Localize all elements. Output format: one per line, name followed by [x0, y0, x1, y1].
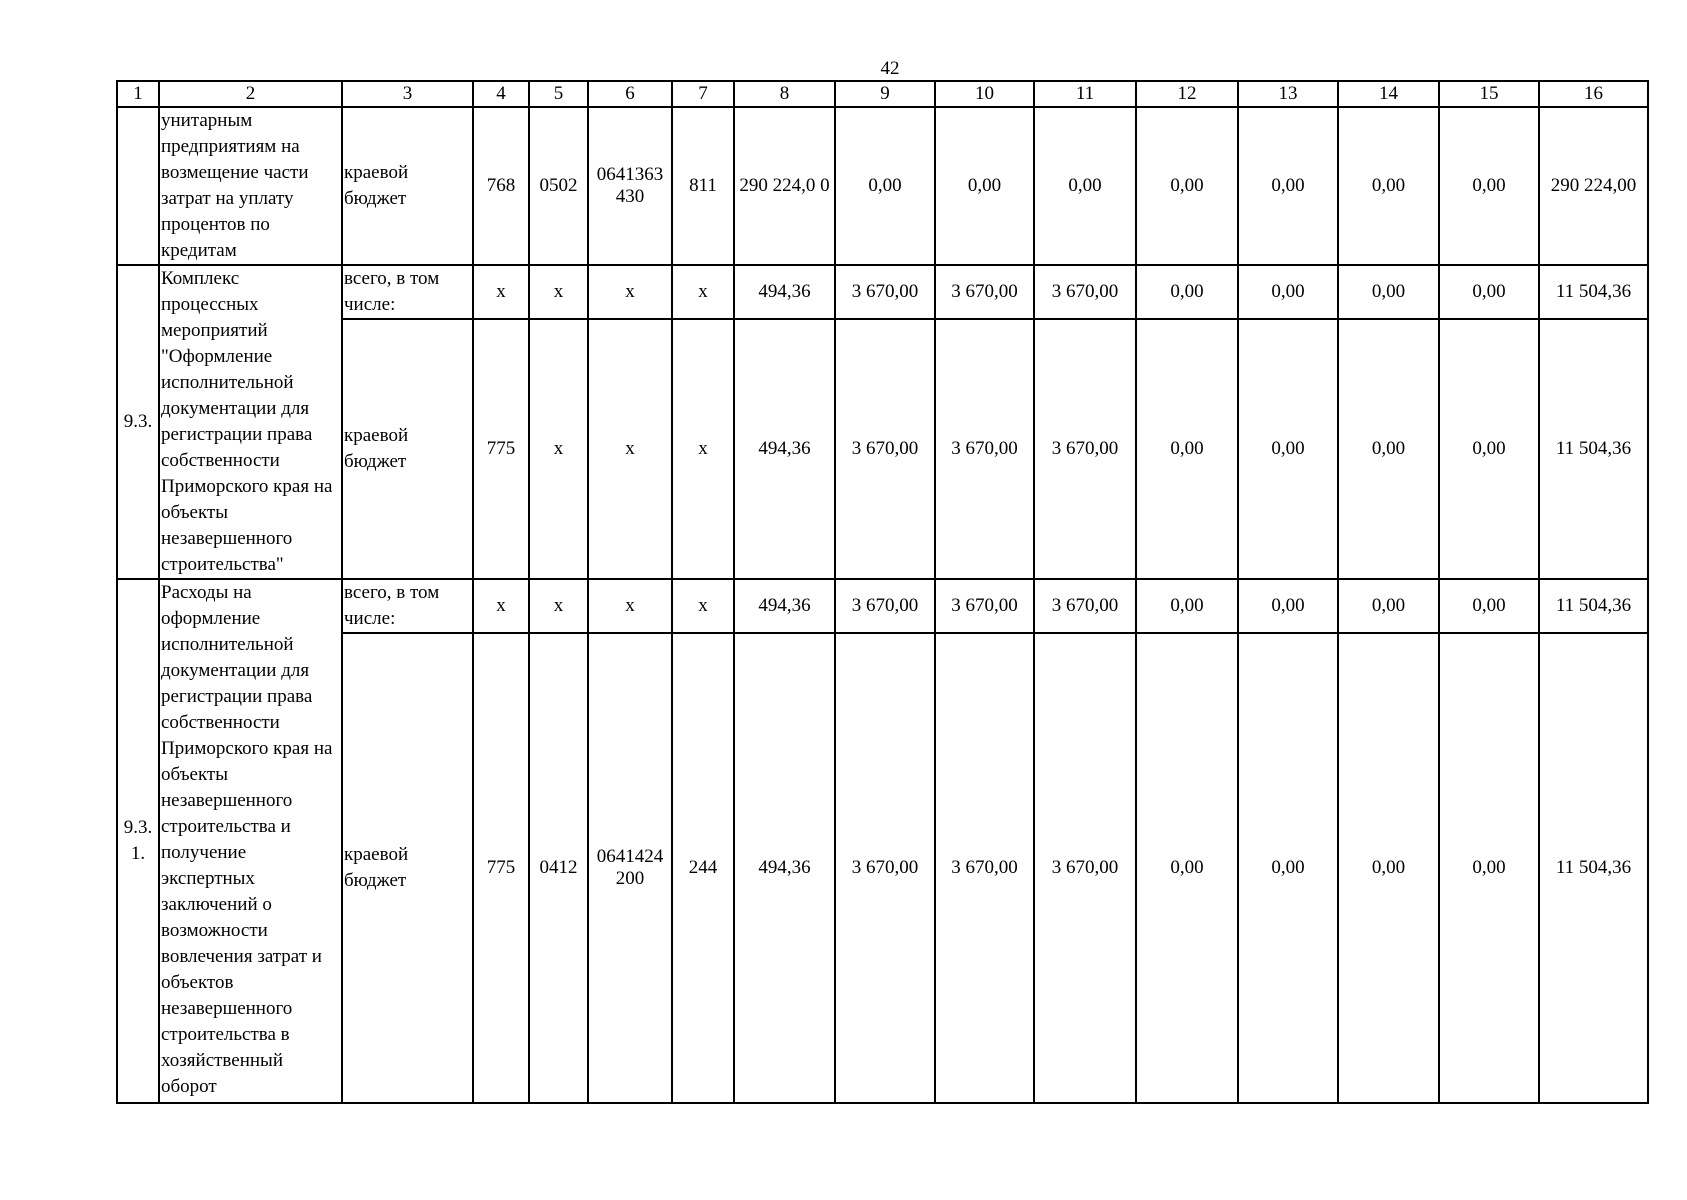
table-row: [117, 579, 1648, 633]
table-cell: 3 670,00: [1034, 579, 1136, 633]
header-cell: 13: [1238, 81, 1338, 107]
table-cell: 0412: [529, 633, 588, 1103]
table-cell: 0502: [529, 107, 588, 265]
table-cell: x: [672, 265, 734, 319]
header-cell: 5: [529, 81, 588, 107]
header-cell: 4: [473, 81, 529, 107]
header-cell: 10: [935, 81, 1034, 107]
table-cell: x: [672, 319, 734, 579]
table-cell: 775: [473, 319, 529, 579]
header-cell: 14: [1338, 81, 1439, 107]
table-cell: 0,00: [1439, 265, 1539, 319]
table-cell: 11 504,36: [1539, 633, 1648, 1103]
table-row: [117, 319, 1648, 579]
table-cell: x: [588, 579, 672, 633]
table-cell: 3 670,00: [935, 579, 1034, 633]
table-cell: 3 670,00: [1034, 319, 1136, 579]
table-cell: 0,00: [1136, 265, 1238, 319]
page-number: 42: [880, 58, 900, 79]
header-cell: 2: [159, 81, 342, 107]
table-cell: 0,00: [1238, 265, 1338, 319]
table-cell: x: [473, 579, 529, 633]
table-cell: 0,00: [1136, 633, 1238, 1103]
budget-table: [116, 80, 1649, 1104]
table-cell: 0,00: [1439, 579, 1539, 633]
table-cell: 0641363 430: [588, 107, 672, 265]
header-row: [117, 81, 1648, 107]
table-cell: 3 670,00: [835, 633, 935, 1103]
table-cell: 494,36: [734, 579, 835, 633]
table-cell: 0,00: [1238, 633, 1338, 1103]
table-cell: 0,00: [1136, 319, 1238, 579]
table-cell: x: [672, 579, 734, 633]
header-cell: 3: [342, 81, 473, 107]
table-cell: 0,00: [1338, 265, 1439, 319]
item-name-cell: Комплекс процессных мероприятий "Оформление исполнительной документации для регистрации права собственности Приморского края на объекты незавершенного строительства": [159, 265, 342, 579]
header-cell: 16: [1539, 81, 1648, 107]
header-cell: 9: [835, 81, 935, 107]
table-cell: 0,00: [835, 107, 935, 265]
table-cell: 494,36: [734, 319, 835, 579]
table-cell: 0,00: [1338, 633, 1439, 1103]
table-cell: 494,36: [734, 265, 835, 319]
table-cell: 0,00: [1439, 319, 1539, 579]
table-row: [117, 265, 1648, 319]
row-number-cell: 9.3. 1.: [117, 579, 159, 1103]
funding-source-cell: краевой бюджет: [342, 107, 473, 265]
table-cell: x: [529, 579, 588, 633]
table-cell: x: [588, 265, 672, 319]
funding-source-cell: краевой бюджет: [342, 633, 473, 1103]
header-cell: 1: [117, 81, 159, 107]
table-cell: 244: [672, 633, 734, 1103]
table-cell: 0,00: [1238, 579, 1338, 633]
row-number-cell: 9.3.: [117, 265, 159, 579]
row-number-cell: [117, 107, 159, 265]
table-cell: 494,36: [734, 633, 835, 1103]
funding-source-cell: всего, в том числе:: [342, 579, 473, 633]
table-cell: 3 670,00: [935, 265, 1034, 319]
table-cell: 11 504,36: [1539, 265, 1648, 319]
table-cell: 811: [672, 107, 734, 265]
funding-source-cell: краевой бюджет: [342, 319, 473, 579]
table-cell: 3 670,00: [935, 319, 1034, 579]
table-cell: x: [529, 319, 588, 579]
header-cell: 15: [1439, 81, 1539, 107]
table-row: [117, 633, 1648, 1103]
table-cell: 3 670,00: [835, 319, 935, 579]
table-cell: 0,00: [1439, 107, 1539, 265]
table-cell: 0,00: [1136, 579, 1238, 633]
table-cell: 0,00: [1238, 319, 1338, 579]
table-cell: 0,00: [935, 107, 1034, 265]
header-cell: 8: [734, 81, 835, 107]
header-cell: 7: [672, 81, 734, 107]
table-cell: 0,00: [1034, 107, 1136, 265]
table-cell: 775: [473, 633, 529, 1103]
table-cell: 3 670,00: [835, 579, 935, 633]
table-cell: x: [473, 265, 529, 319]
table-cell: 290 224,00: [1539, 107, 1648, 265]
table-cell: 290 224,0 0: [734, 107, 835, 265]
table-cell: 11 504,36: [1539, 319, 1648, 579]
table-cell: 3 670,00: [1034, 633, 1136, 1103]
table-cell: 0,00: [1136, 107, 1238, 265]
table-cell: 0,00: [1338, 579, 1439, 633]
table-cell: 768: [473, 107, 529, 265]
table-cell: 0,00: [1338, 107, 1439, 265]
funding-source-cell: всего, в том числе:: [342, 265, 473, 319]
table-cell: 0,00: [1238, 107, 1338, 265]
header-cell: 12: [1136, 81, 1238, 107]
table-cell: 3 670,00: [835, 265, 935, 319]
header-cell: 6: [588, 81, 672, 107]
table-row: [117, 107, 1648, 265]
table-cell: 11 504,36: [1539, 579, 1648, 633]
table-cell: x: [588, 319, 672, 579]
table-cell: x: [529, 265, 588, 319]
header-cell: 11: [1034, 81, 1136, 107]
table-cell: 3 670,00: [935, 633, 1034, 1103]
table-cell: 0,00: [1338, 319, 1439, 579]
table-cell: 3 670,00: [1034, 265, 1136, 319]
table-cell: 0641424 200: [588, 633, 672, 1103]
item-name-cell: унитарным предприятиям на возмещение части затрат на уплату процентов по кредитам: [159, 107, 342, 265]
item-name-cell: Расходы на оформление исполнительной документации для регистрации права собственности Приморского края на объекты незавершенного строительства и получение экспертных заключений о возможности вовлечения затрат и объектов незавершенного строительства в хозяйственный оборот: [159, 579, 342, 1103]
table-cell: 0,00: [1439, 633, 1539, 1103]
